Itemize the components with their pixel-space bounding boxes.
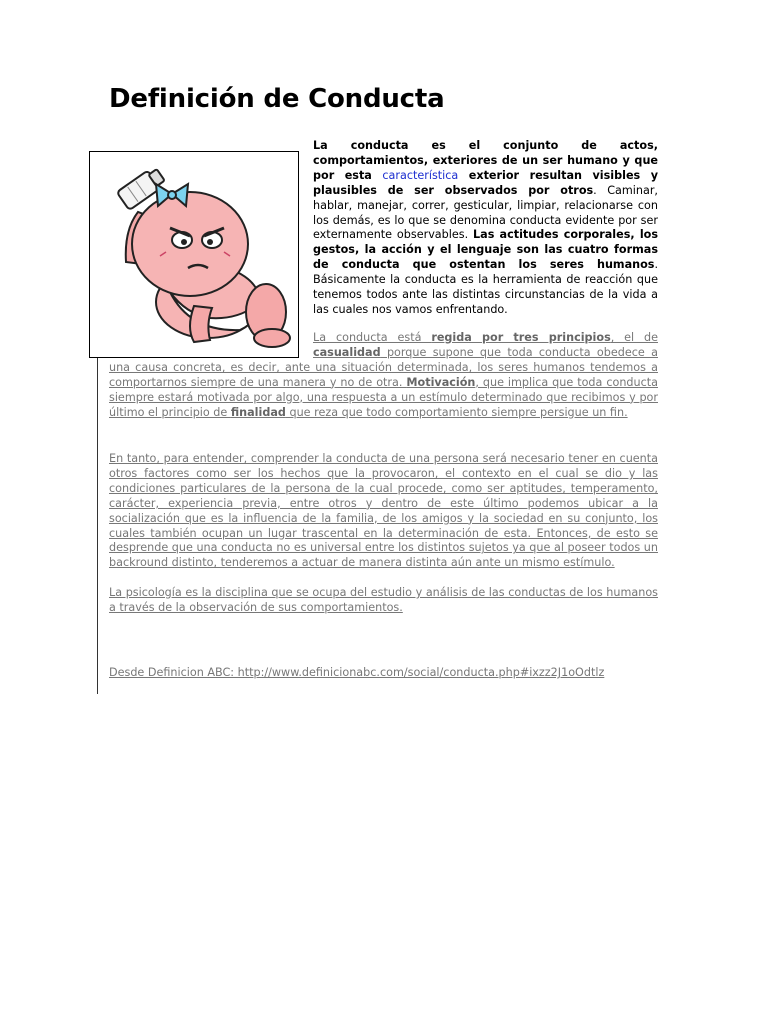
- intro-bold-continuation: exterior resultan visibles y plausibles de ser observados por otros: [313, 168, 658, 197]
- psychology-paragraph: La psicología es la disciplina que se ocupa del estudio y análisis de las conductas de los humanos a través de la observación de sus comportamientos.: [109, 586, 658, 614]
- source-link[interactable]: Desde Definicion ABC: http://www.definicionabc.com/social/conducta.php#ixzz2J1oOdtlz: [109, 666, 605, 679]
- intro-paragraph: [109, 139, 658, 351]
- factors-paragraph: En tanto, para entender, comprender la conducta de una persona será necesario tener en cuenta otros factores como ser los hechos que la provocaron, el contexto en el cual se dio y las condiciones particulares de la persona de la cual procede, como ser aptitudes, temperamento, carácter, experiencia previa, entre otros y dentro de este último podemos ubicar a la socialización que es la influencia de la familia, de los amigos y la sociedad en su conjunto, los cuales también ocupan un lugar trascental en la determinación de esta. Entonces, de esto se desprende que una conducta no es universal entre los distintos sujetos ya que al poseer todos un backround distinto, tenderemos a actuar de manera distinta aún ante un mismo estímulo.: [109, 452, 658, 570]
- intro-bold-forms: Las actitudes corporales, los gestos, la acción y el lenguaje son las cuatro formas de conducta que ostentan los seres humanos: [313, 228, 659, 272]
- intro-closing-text: . Básicamente la conducta es la herramienta de reacción que tenemos todos ante las distintas circunstancias de la vida a las cuales nos vamos enfrentando.: [313, 258, 658, 316]
- page-title: Definición de Conducta: [109, 84, 445, 114]
- intro-normal-text: . Caminar, hablar, manejar, correr, gesticular, limpiar, relacionarse con los demás, es lo que se denomina conducta evidente por ser externamente observables.: [313, 183, 658, 242]
- principles-paragraph: La conducta está regida por tres principios, el de casualidad porque supone que toda conducta obedece a una causa concreta, es decir, ante una situación determinada, los seres humanos tendemos a comportarnos siempre de una manera y no de otra. Motivación, que implica que toda conducta siempre estará motivada por algo, una respuesta a un estímulo determinado que recibimos y por último el principio de finalidad que reza que todo comportamiento siempre persigue un fin.: [109, 331, 658, 419]
- margin-rule: [97, 356, 98, 694]
- intro-bold-text: La conducta es el conjunto de actos, comportamientos, exteriores de un ser humano y que por esta: [313, 139, 658, 182]
- caracteristica-link[interactable]: característica: [382, 168, 459, 182]
